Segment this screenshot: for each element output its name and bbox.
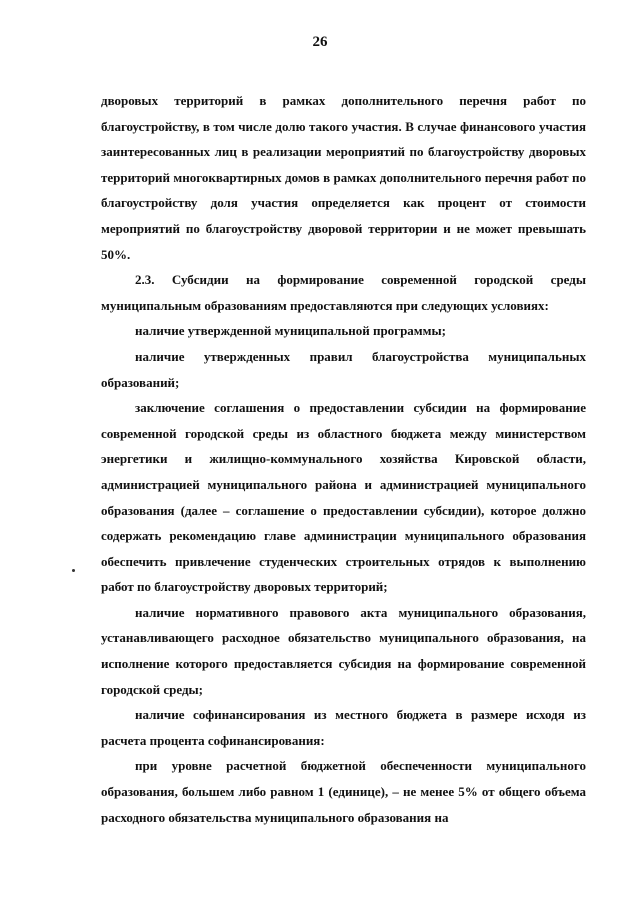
scan-speck <box>72 569 75 572</box>
paragraph-condition-rules: наличие утвержденных правил благоустройства муниципальных образований; <box>101 348 586 390</box>
page-number: 26 <box>312 34 328 50</box>
paragraph-section-2-3: 2.3. Субсидии на формирование современной городской среды муниципальным образованиям предоставляются при следующих условиях: <box>101 272 586 313</box>
document-body <box>101 88 586 830</box>
paragraph-condition-legal-act: наличие нормативного правового акта муниципального образования, устанавливающего расходное обязательство муниципального образования, на исполнение которого предоставляется субсидия на формирование современной городской среды; <box>101 604 586 697</box>
paragraph-condition-cofinancing: наличие софинансирования из местного бюджета в размере исходя из расчета процента софинансирования: <box>101 707 586 748</box>
paragraph-continuation: дворовых территорий в рамках дополнительного перечня работ по благоустройству, в том числе долю такого участия. В случае финансового участия заинтересованных лиц в реализации мероприятий по благоустройству дворовых территорий многоквартирных домов в рамках дополнительного перечня работ по благоустройству доля участия определяется как процент от стоимости мероприятий по благоустройству дворовой территории и не может превышать 50%. <box>101 93 586 262</box>
paragraph-condition-program: наличие утвержденной муниципальной программы; <box>135 323 446 339</box>
paragraph-condition-agreement: заключение соглашения о предоставлении субсидии на формирование современной городской среды из областного бюджета между министерством энергетики и жилищно-коммунального хозяйства Кировской области, администрацией муниципального района и администрацией муниципального образования (далее – соглашение о предоставлении субсидии), которое должно содержать рекомендацию главе администрации муниципального образования обеспечить привлечение студенческих строительных отрядов к выполнению работ по благоустройству дворовых территорий; <box>101 400 586 595</box>
paragraph-cofinancing-level: при уровне расчетной бюджетной обеспеченности муниципального образования, большем либо равном 1 (единице), – не менее 5% от общего объема расходного обязательства муниципального образования на <box>101 758 586 825</box>
